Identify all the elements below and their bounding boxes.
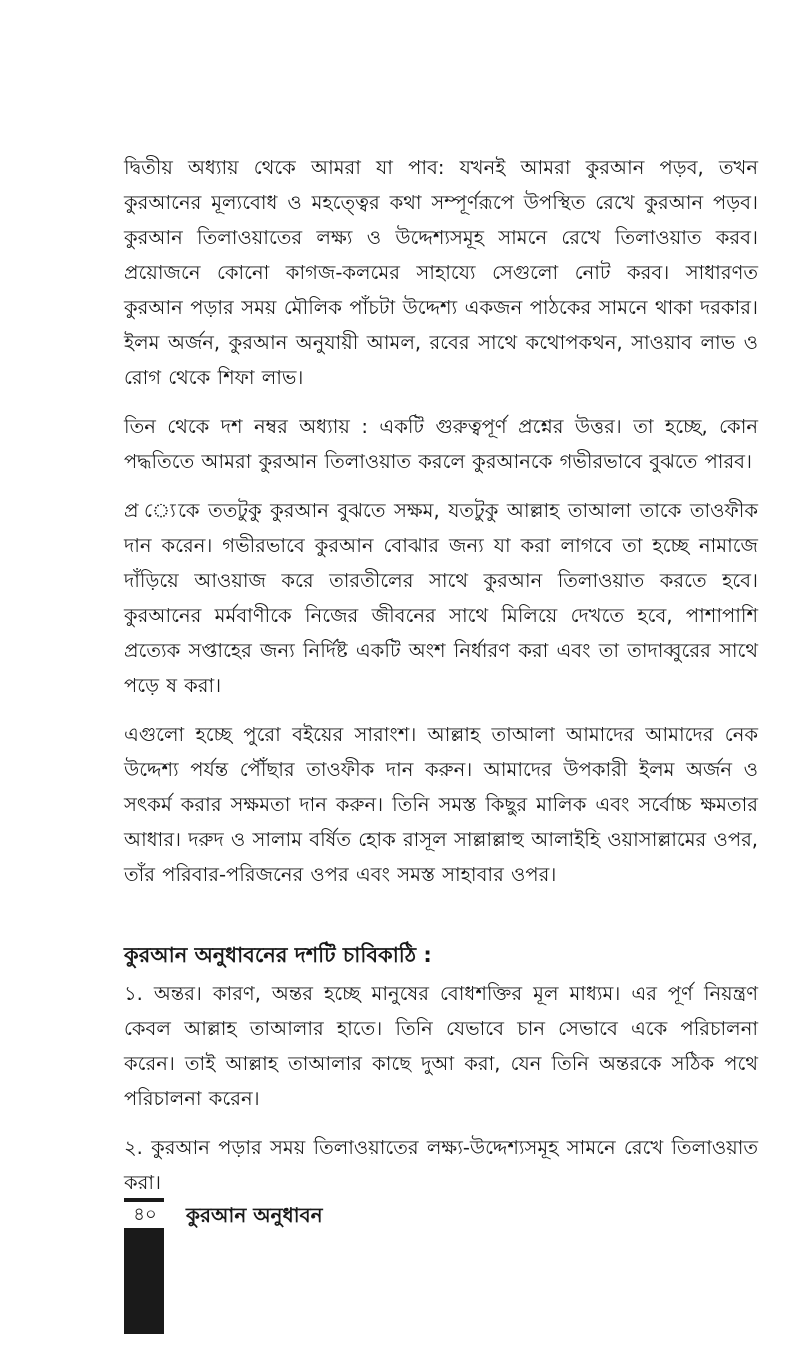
paragraph-chapter-two-summary: দ্বিতীয় অধ্যায় থেকে আমরা যা পাব: যখনই আমরা কুরআন পড়ব, তখন কুরআনের মূল্যবোধ ও মহত্ত্বের কথা সম্পূর্ণরূপে উপস্থিত রেখে কুরআন পড়ব। কুরআন তিলাওয়াতের লক্ষ্য ও উদ্দেশ্যসমূহ সামনে রেখে তিলাওয়াত করব। প্রয়োজনে কোনো কাগজ-কলমের সাহায্যে সেগুলো নোট করব। সাধারণত কুরআন পড়ার সময় মৌলিক পাঁচটা উদ্দেশ্য একজন পাঠকের সামনে থাকা দরকার। ইলম অর্জন, কুরআন অনুযায়ী আমল, রবের সাথে কথোপকথন, সাওয়াব লাভ ও রোগ থেকে শিফা লাভ। xyxy=(124,156,758,389)
section-heading: কুরআন অনুধাবনের দশটি চাবিকাঠি : xyxy=(124,943,432,967)
page-body xyxy=(124,150,758,1214)
paragraph-deep-understanding: প্র ্যেকে ততটুকু কুরআন বুঝতে সক্ষম, যতটুকু আল্লাহ তাআলা তাকে তাওফীক দান করেন। গভীরভাবে কুরআন বোঝার জন্য যা করা লাগবে তা হচ্ছে নামাজে দাঁড়িয়ে আওয়াজ করে তারতীলের সাথে কুরআন তিলাওয়াত করতে হবে। কুরআনের মর্মবাণীকে নিজের জীবনের সাথে মিলিয়ে দেখতে হবে, পাশাপাশি প্রত্যেক সপ্তাহের জন্য নির্দিষ্ট একটি অংশ নির্ধারণ করা এবং তা তাদাব্বুরের সাথে পড়ে ষ করা। xyxy=(124,499,758,697)
page-number: ৪০ xyxy=(133,1204,157,1225)
running-title: কুরআন অনুধাবন xyxy=(186,1203,323,1227)
paragraph-book-summary: এগুলো হচ্ছে পুরো বইয়ের সারাংশ। আল্লাহ তাআলা আমাদের আমাদের নেক উদ্দেশ্য পর্যন্ত পৌঁছার তাওফীক দান করুন। আমাদের উপকারী ইলম অর্জন ও সৎকর্ম করার সক্ষমতা দান করুন। তিনি সমস্ত কিছুর মালিক এবং সর্বোচ্চ ক্ষমতার আধার। দরুদ ও সালাম বর্ষিত হোক রাসূল সাল্লাল্লাহু আলাইহি ওয়াসাল্লামের ওপর, তাঁর পরিবার-পরিজনের ওপর এবং সমস্ত সাহাবার ওপর। xyxy=(124,723,758,886)
list-item-heart: ১. অন্তর। কারণ, অন্তর হচ্ছে মানুষের বোধশক্তির মূল মাধ্যম। এর পূর্ণ নিয়ন্ত্রণ কেবল আল্লাহ তাআলার হাতে। তিনি যেভাবে চান সেভাবে একে পরিচালনা করেন। তাই আল্লাহ তাআলার কাছে দুআ করা, যেন তিনি অন্তরকে সঠিক পথে পরিচালনা করেন। xyxy=(124,982,758,1110)
footer-rule xyxy=(124,1198,164,1202)
list-item-recitation-goals: ২. কুরআন পড়ার সময় তিলাওয়াতের লক্ষ্য-উদ্দেশ্যসমূহ সামনে রেখে তিলাওয়াত করা। xyxy=(124,1136,758,1194)
footer-bar xyxy=(124,1228,164,1334)
paragraph-chapters-three-to-ten: তিন থেকে দশ নম্বর অধ্যায় : একটি গুরুত্বপূর্ণ প্রশ্নের উত্তর। তা হচ্ছে, কোন পদ্ধতিতে আমরা কুরআন তিলাওয়াত করলে কুরআনকে গভীরভাবে বুঝতে পারব। xyxy=(124,415,758,473)
